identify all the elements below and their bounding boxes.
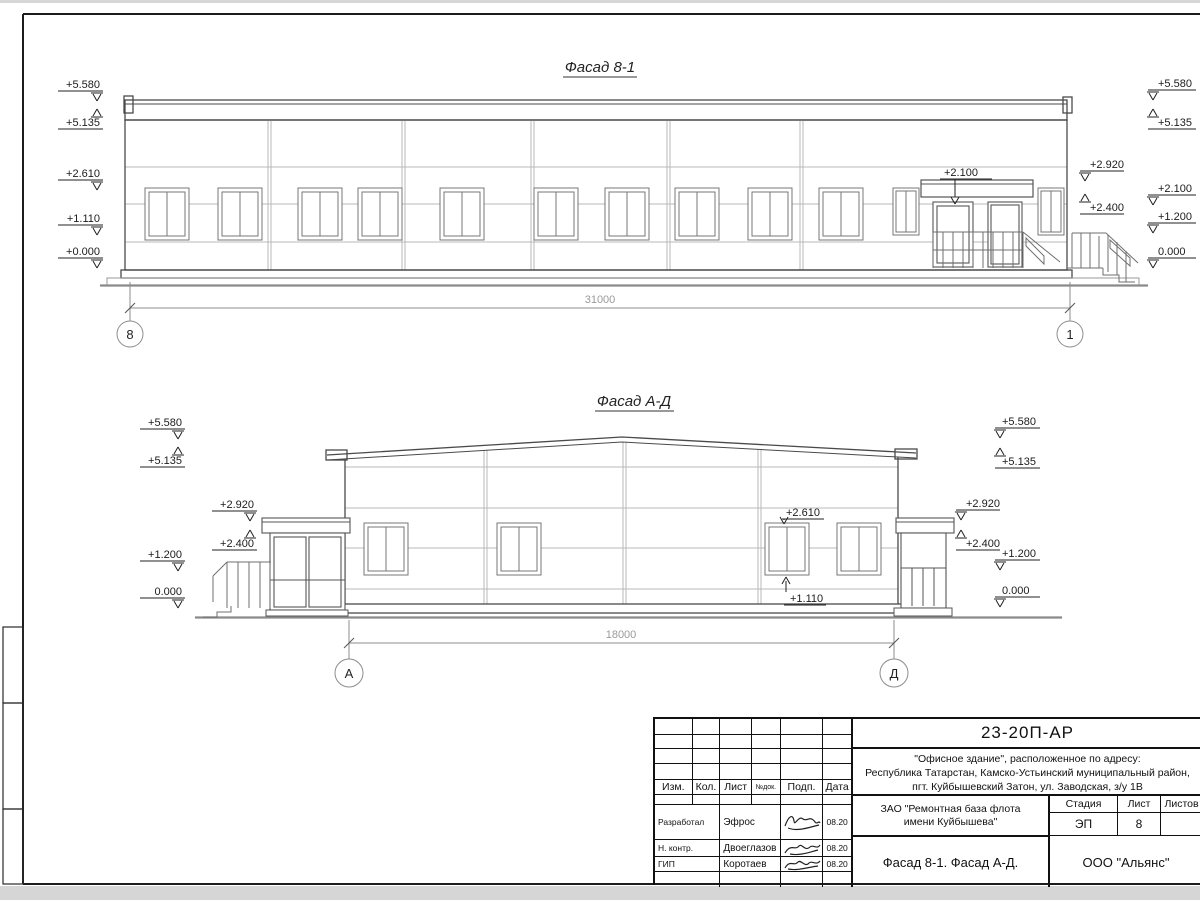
facade-8-1-title: Фасад 8-1 — [564, 59, 636, 76]
table-row — [655, 735, 851, 749]
signature-date: 08.20 — [826, 859, 848, 869]
table-row — [655, 872, 851, 887]
level-mark: +2.920 — [966, 498, 1000, 510]
entrance-canopy — [921, 180, 1033, 197]
level-mark: +0.000 — [66, 246, 100, 258]
client-line: имени Куйбышева" — [903, 815, 998, 828]
title-block — [653, 717, 1200, 885]
stage-label: Стадия — [1050, 796, 1118, 812]
level-mark: +1.200 — [148, 549, 182, 561]
signature — [781, 805, 824, 839]
level-mark: +1.110 — [66, 213, 100, 225]
sheets-label: Листов — [1164, 798, 1199, 810]
facade-a-d-title: Фасад А-Д — [596, 393, 672, 410]
col-ndok: №док. — [752, 780, 781, 794]
address-line: Республика Татарстан, Камско-Устьинский муниципальный район, — [865, 767, 1190, 779]
level-mark: +2.400 — [220, 538, 254, 550]
stage-value: ЭП — [1050, 813, 1118, 835]
right-vestibule — [894, 518, 954, 616]
window-bottom-mark: +1.110 — [790, 593, 824, 605]
stage-sheet-table — [1050, 796, 1200, 837]
role-label: ГИП — [655, 857, 720, 871]
signature-date: 08.20 — [826, 817, 848, 827]
door-height-mark: +2.100 — [944, 167, 978, 179]
axis-bubble-8: 8 — [126, 327, 134, 342]
level-mark: +1.200 — [1158, 211, 1192, 223]
level-mark: +5.580 — [66, 79, 100, 91]
col-data: Дата — [825, 781, 849, 793]
person-name: Двоеглазов — [720, 840, 780, 856]
sheet-value: 8 — [1118, 813, 1161, 835]
project-address — [853, 749, 1200, 796]
level-mark: +2.610 — [66, 168, 100, 180]
client-line: ЗАО "Ремонтная база флота — [880, 802, 1021, 815]
table-header-row — [655, 780, 851, 795]
client-name — [853, 796, 1050, 837]
entrance-doors — [933, 202, 1022, 267]
left-margin-boxes — [3, 627, 23, 884]
level-mark: +2.920 — [1090, 159, 1124, 171]
level-mark: +2.400 — [1090, 202, 1124, 214]
level-mark: +5.135 — [1002, 456, 1036, 468]
level-mark: +5.135 — [1158, 117, 1192, 129]
level-mark: 0.000 — [154, 586, 182, 598]
axis-bubble-a: А — [344, 666, 354, 681]
signature — [781, 840, 824, 856]
level-mark: +2.100 — [1158, 183, 1192, 195]
level-mark: +5.135 — [148, 455, 182, 467]
table-row — [655, 764, 851, 780]
facade-8-1-drawing — [100, 96, 1148, 286]
level-mark: +5.580 — [148, 417, 182, 429]
role-label: Разработал — [655, 805, 720, 839]
company-name: ООО "Альянс" — [1082, 854, 1170, 870]
left-porch-railing — [203, 562, 271, 617]
drawing-title: Фасад 8-1. Фасад А-Д. — [853, 837, 1050, 887]
table-row-norm-control — [655, 840, 851, 857]
address-line: пгт. Куйбышевский Затон, ул. Заводская, з/у 1В — [912, 781, 1143, 793]
col-list: Лист — [720, 780, 752, 794]
col-podp: Подп. — [781, 780, 824, 794]
title-block-main — [853, 719, 1200, 887]
person-name: Коротаев — [720, 857, 780, 871]
level-mark: +5.580 — [1002, 416, 1036, 428]
window-top-mark: +2.610 — [786, 507, 820, 519]
axis-bubble-1: 1 — [1066, 327, 1074, 342]
left-vestibule — [262, 518, 350, 616]
document-number: 23-20П-АР — [853, 719, 1200, 749]
table-row-gip — [655, 857, 851, 872]
dimension-label: 31000 — [584, 294, 616, 306]
table-row — [655, 719, 851, 735]
title-block-revision-table — [655, 719, 853, 887]
stamp-value-row — [1050, 813, 1200, 836]
level-mark: +5.135 — [66, 117, 100, 129]
level-mark: 0.000 — [1002, 585, 1030, 597]
stamp-header-row — [1050, 796, 1200, 813]
table-row — [655, 795, 851, 805]
signature — [781, 857, 824, 871]
address-line: "Офисное здание", расположенное по адресу: — [914, 753, 1141, 765]
sheets-value — [1161, 813, 1200, 835]
role-label: Н. контр. — [655, 840, 720, 856]
facade-a-d-drawing — [195, 437, 1062, 618]
level-mark: 0.000 — [1158, 246, 1186, 258]
level-mark: +5.580 — [1158, 78, 1192, 90]
axis-bubble-d: Д — [889, 666, 899, 681]
col-izm: Изм. — [655, 780, 693, 794]
col-kol: Кол. — [693, 780, 721, 794]
signature-date: 08.20 — [826, 843, 848, 853]
table-row — [655, 749, 851, 764]
level-mark: +1.200 — [1002, 548, 1036, 560]
dimension-label: 18000 — [605, 629, 637, 641]
level-mark: +2.920 — [220, 499, 254, 511]
table-row-developer — [655, 805, 851, 840]
sheet-label: Лист — [1118, 796, 1161, 812]
person-name: Эфрос — [720, 805, 780, 839]
level-mark: +2.400 — [966, 538, 1000, 550]
